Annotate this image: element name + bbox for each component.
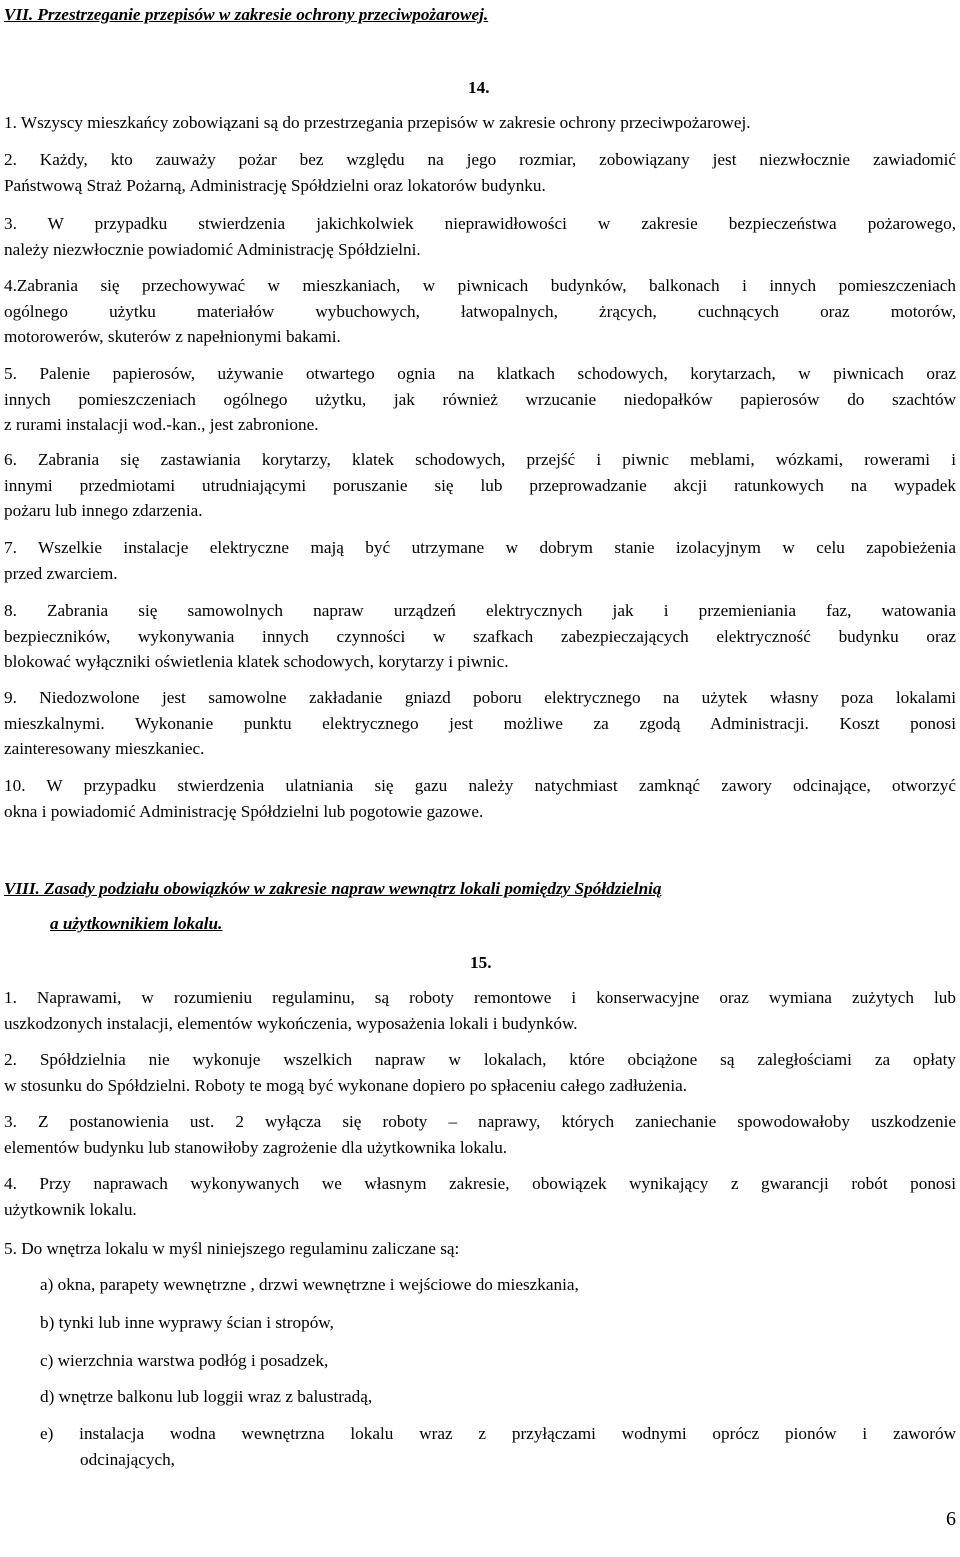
paragraph-14-number: 14. <box>468 78 490 97</box>
page-number: 6 <box>946 1508 956 1530</box>
s8-subitem-c: c) wierzchnia warstwa podłóg i posadzek, <box>40 1351 329 1370</box>
s8-subitem-a: a) okna, parapety wewnętrzne , drzwi wewnętrzne i wejściowe do mieszkania, <box>40 1275 579 1294</box>
s7-item-1: 1. Wszyscy mieszkańcy zobowiązani są do przestrzegania przepisów w zakresie ochrony przeciwpożarowej. <box>4 113 751 132</box>
s7-item-3: 3. W przypadku stwierdzenia jakichkolwiek nieprawidłowości w zakresie bezpieczeństwa pożarowego, należy niezwłocznie powiadomić Administrację Spółdzielni. <box>4 214 956 259</box>
s8-item-5: 5. Do wnętrza lokalu w myśl niniejszego regulaminu zaliczane są: <box>4 1239 460 1258</box>
s8-subitem-b: b) tynki lub inne wyprawy ścian i stropów, <box>40 1313 334 1332</box>
document-page <box>4 0 956 1557</box>
section-8-heading: VIII. Zasady podziału obowiązków w zakresie napraw wewnątrz lokali pomiędzy Spółdzielnią <box>4 879 662 898</box>
s8-item-3: 3. Z postanowienia ust. 2 wyłącza się roboty – naprawy, których zaniechanie spowodowałoby uszkodzenie elementów budynku lub stanowiłoby zagrożenie dla użytkownika lokalu. <box>4 1112 956 1157</box>
s7-item-2: 2. Każdy, kto zauważy pożar bez względu na jego rozmiar, zobowiązany jest niezwłocznie zawiadomić Państwową Straż Pożarną, Administrację Spółdzielni oraz lokatorów budynku. <box>4 150 956 195</box>
s7-item-5: 5. Palenie papierosów, używanie otwartego ognia na klatkach schodowych, korytarzach, w piwnicach oraz innych pomieszczeniach ogólnego użytku, jak również wrzucanie niedopałków papierosów do szachtów z rurami instalacji wod.-kan., jest zabronione. <box>4 364 956 434</box>
s7-item-6: 6. Zabrania się zastawiania korytarzy, klatek schodowych, przejść i piwnic meblami, wózkami, rowerami i innymi przedmiotami utrudniającymi poruszanie się lub przeprowadzanie akcji ratunkowych na wypadek pożaru lub innego zdarzenia. <box>4 450 956 520</box>
paragraph-15-number: 15. <box>470 953 492 972</box>
section-8-heading-continued: a użytkownikiem lokalu. <box>50 914 223 933</box>
s8-subitem-d: d) wnętrze balkonu lub loggii wraz z balustradą, <box>40 1387 373 1406</box>
s8-item-2: 2. Spółdzielnia nie wykonuje wszelkich napraw w lokalach, które obciążone są zaległościami za opłaty w stosunku do Spółdzielni. Roboty te mogą być wykonane dopiero po spłaceniu całego zadłużenia. <box>4 1050 956 1095</box>
s8-subitem-e: e) instalacja wodna wewnętrzna lokalu wraz z przyłączami wodnymi oprócz pionów i zaworów odcinających, <box>40 1424 956 1469</box>
s7-item-10: 10. W przypadku stwierdzenia ulatniania się gazu należy natychmiast zamknąć zawory odcinające, otworzyć okna i powiadomić Administrację Spółdzielni lub pogotowie gazowe. <box>4 776 956 821</box>
s8-item-4: 4. Przy naprawach wykonywanych we własnym zakresie, obowiązek wynikający z gwarancji robót ponosi użytkownik lokalu. <box>4 1174 956 1219</box>
s8-item-1: 1. Naprawami, w rozumieniu regulaminu, są roboty remontowe i konserwacyjne oraz wymiana zużytych lub uszkodzonych instalacji, elementów wykończenia, wyposażenia lokali i budynków. <box>4 988 956 1033</box>
section-7-heading: VII. Przestrzeganie przepisów w zakresie ochrony przeciwpożarowej. <box>4 5 489 24</box>
s7-item-9: 9. Niedozwolone jest samowolne zakładanie gniazd poboru elektrycznego na użytek własny poza lokalami mieszkalnymi. Wykonanie punktu elektrycznego jest możliwe za zgodą Administracji. Koszt ponosi zainteresowany mieszkaniec. <box>4 688 956 758</box>
s7-item-4: 4.Zabrania się przechowywać w mieszkaniach, w piwnicach budynków, balkonach i innych pomieszczeniach ogólnego użytku materiałów wybuchowych, łatwopalnych, żrących, cuchnących oraz motorów, motorowerów, skuterów z napełnionymi bakami. <box>4 276 956 346</box>
s7-item-8: 8. Zabrania się samowolnych napraw urządzeń elektrycznych jak i przemieniania faz, watowania bezpieczników, wykonywania innych czynności w szafkach zabezpieczających elektryczność budynku oraz blokować wyłączniki oświetlenia klatek schodowych, korytarzy i piwnic. <box>4 601 956 671</box>
s7-item-7: 7. Wszelkie instalacje elektryczne mają być utrzymane w dobrym stanie izolacyjnym w celu zapobieżenia przed zwarciem. <box>4 538 956 583</box>
